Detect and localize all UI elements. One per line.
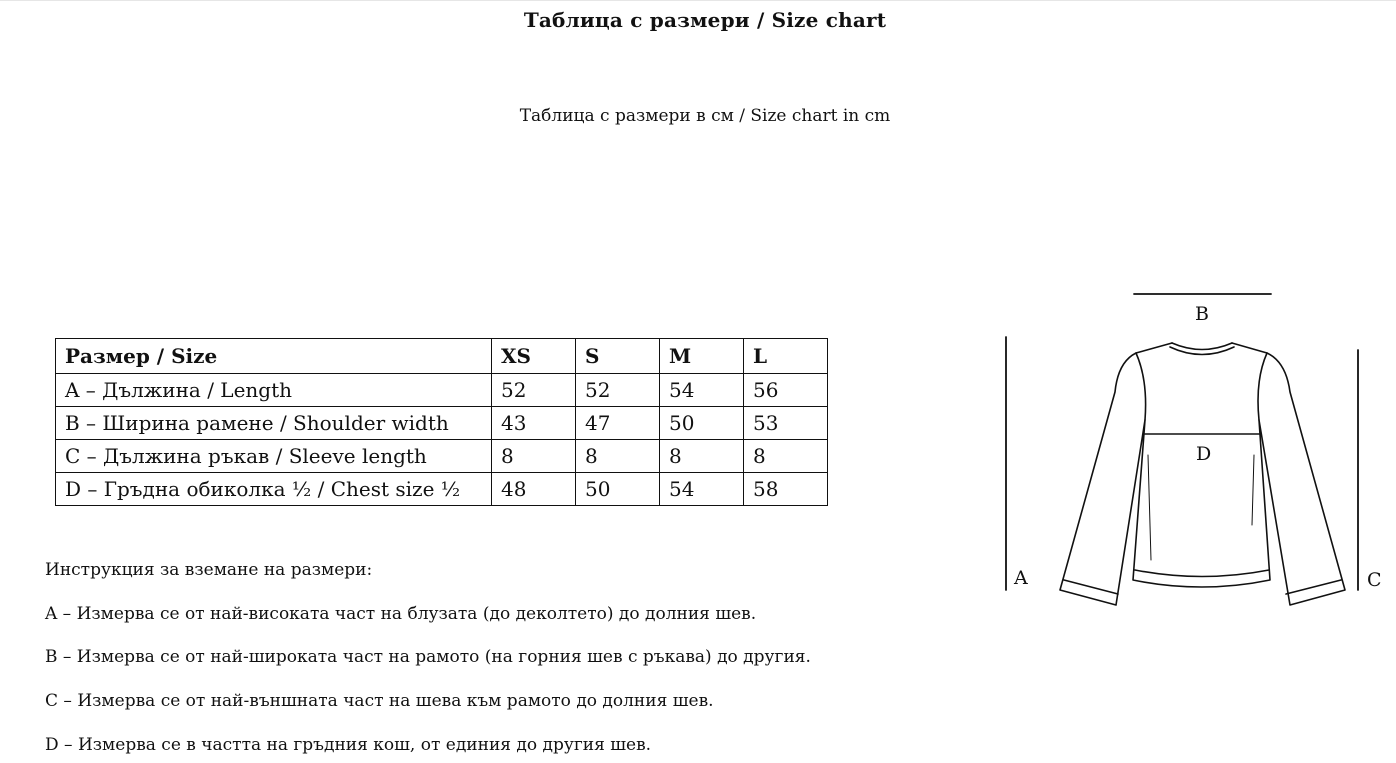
page-subtitle: Таблица с размери в см / Size chart in cm <box>519 106 891 126</box>
row-label: C – Дължина ръкав / Sleeve length <box>56 440 492 473</box>
cell-value: 54 <box>660 473 744 506</box>
header-size: Размер / Size <box>56 339 492 374</box>
instruction-d: D – Измерва се в частта на гръдния кош, от единия до другия шев. <box>45 735 652 755</box>
long-sleeve-top-icon <box>990 280 1390 620</box>
label-b: B <box>1195 303 1209 325</box>
top-divider <box>0 0 1396 1</box>
cell-value: 8 <box>576 440 660 473</box>
cell-value: 52 <box>492 374 576 407</box>
instruction-b: B – Измерва се от най-широката част на рамото (на горния шев с ръкава) до другия. <box>45 647 811 667</box>
cell-value: 52 <box>576 374 660 407</box>
cell-value: 8 <box>744 440 828 473</box>
row-label: A – Дължина / Length <box>56 374 492 407</box>
cell-value: 50 <box>660 407 744 440</box>
table-row <box>56 473 828 506</box>
garment-outline <box>1060 343 1345 605</box>
instruction-c: C – Измерва се от най-външната част на шева към рамото до долния шев. <box>45 691 714 711</box>
cell-value: 48 <box>492 473 576 506</box>
cell-value: 56 <box>744 374 828 407</box>
table-row <box>56 374 828 407</box>
label-a: A <box>1014 567 1028 589</box>
label-d: D <box>1196 443 1212 465</box>
table-row <box>56 407 828 440</box>
table-row <box>56 440 828 473</box>
header-s: S <box>576 339 660 374</box>
cell-value: 47 <box>576 407 660 440</box>
cell-value: 53 <box>744 407 828 440</box>
cell-value: 54 <box>660 374 744 407</box>
cell-value: 8 <box>660 440 744 473</box>
header-l: L <box>744 339 828 374</box>
row-label: B – Ширина рамене / Shoulder width <box>56 407 492 440</box>
measurement-diagram <box>990 280 1390 620</box>
instruction-a: A – Измерва се от най-високата част на блузата (до деколтето) до долния шев. <box>45 604 757 624</box>
cell-value: 50 <box>576 473 660 506</box>
header-xs: XS <box>492 339 576 374</box>
page-title: Таблица с размери / Size chart <box>523 8 887 32</box>
cell-value: 43 <box>492 407 576 440</box>
size-table <box>55 338 828 506</box>
cell-value: 8 <box>492 440 576 473</box>
header-m: M <box>660 339 744 374</box>
instructions-heading: Инструкция за вземане на размери: <box>45 560 373 580</box>
row-label: D – Гръдна обиколка ½ / Chest size ½ <box>56 473 492 506</box>
label-c: C <box>1367 569 1382 591</box>
cell-value: 58 <box>744 473 828 506</box>
table-header-row <box>56 339 828 374</box>
